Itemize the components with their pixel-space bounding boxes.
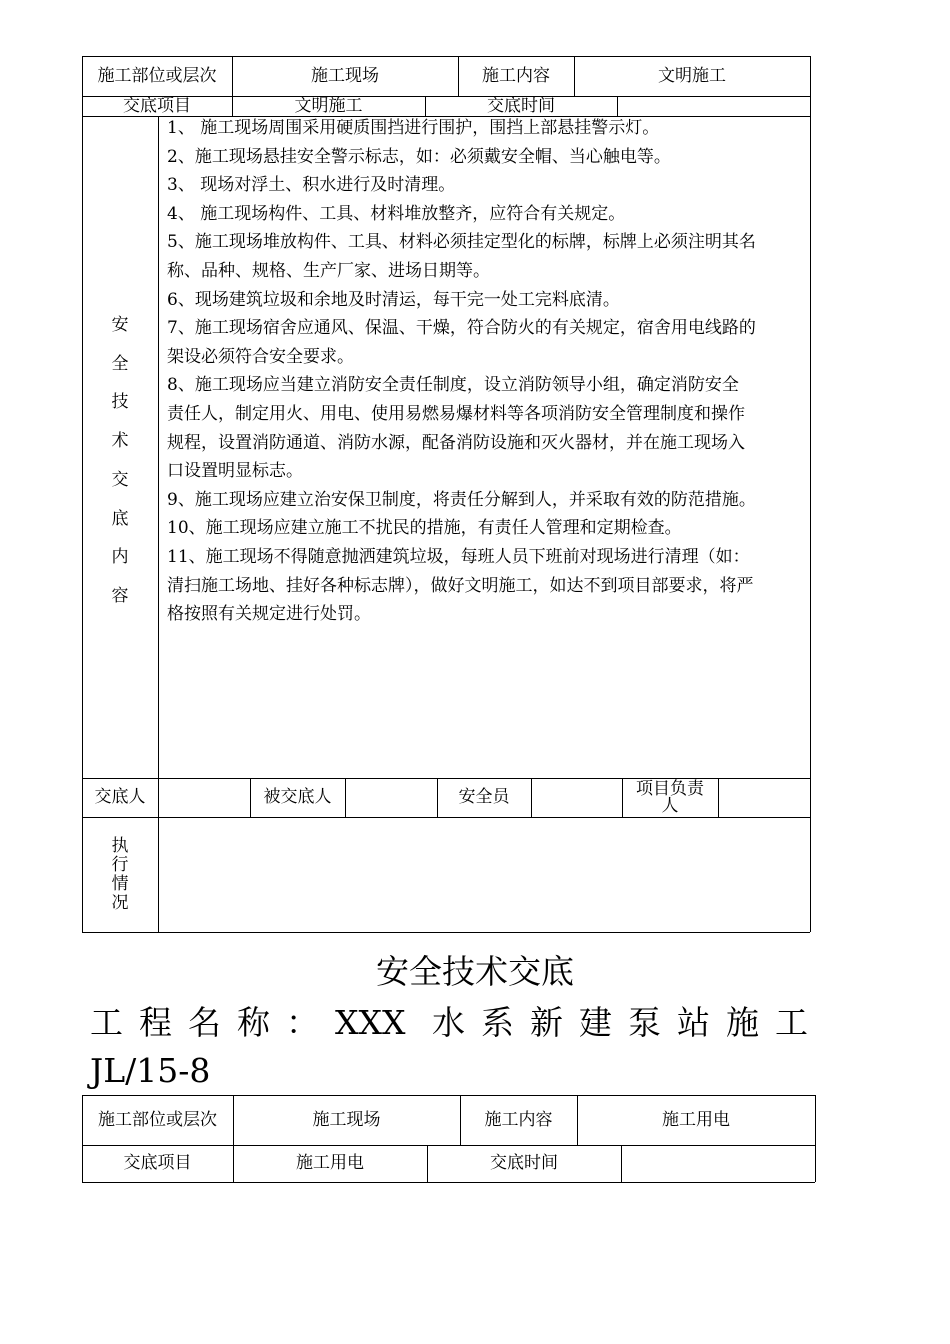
content-line: 6、现场建筑垃圾和余地及时清运，每干完一处工完料底清。 — [167, 289, 620, 310]
discloser-value — [158, 778, 250, 817]
execution-label-char: 况 — [111, 892, 129, 913]
content-line: 4、 施工现场构件、工具、材料堆放整齐，应符合有关规定。 — [167, 203, 626, 224]
label-construction-part: 施工部位或层次 — [97, 65, 217, 86]
project-code: JL/15-8 — [90, 1051, 211, 1090]
safety-officer-value — [531, 778, 622, 817]
label-construction-part-2: 施工部位或层次 — [98, 1110, 217, 1130]
content-line: 3、 现场对浮土、积水进行及时清理。 — [167, 175, 456, 196]
content-line: 称、品种、规格、生产厂家、进场日期等。 — [167, 260, 490, 281]
disclosure-item-value: 文明施工 — [294, 95, 363, 116]
content-line: 口设置明显标志。 — [167, 461, 303, 482]
label-receiver: 被交底人 — [263, 787, 332, 807]
side-label-safety-content — [82, 310, 158, 606]
content-line: 清扫施工场地、挂好各种标志牌），做好文明施工，如达不到项目部要求，将严 — [167, 575, 754, 596]
label-discloser: 交底人 — [94, 787, 146, 807]
label-disclosure-item-2: 交底项目 — [123, 1153, 192, 1173]
side-label-char: 容 — [111, 585, 129, 606]
content-line: 11、施工现场不得随意抛洒建筑垃圾，每班人员下班前对现场进行清理（如： — [167, 546, 750, 567]
content-line: 1、 施工现场周围采用硬质围挡进行围护，围挡上部悬挂警示灯。 — [167, 118, 660, 138]
content-line: 10、施工现场应建立施工不扰民的措施，有责任人管理和定期检查。 — [167, 518, 682, 539]
label-disclosure-time-2: 交底时间 — [490, 1153, 558, 1173]
section-title: 安全技术交底 — [376, 952, 574, 991]
content-line: 2、施工现场悬挂安全警示标志，如：必须戴安全帽、当心触电等。 — [167, 146, 671, 167]
project-name: 工程名称：XXX 水系新建泵站施工 — [90, 1003, 808, 1042]
content-line: 架设必须符合安全要求。 — [167, 346, 354, 367]
label-disclosure-time: 交底时间 — [487, 95, 555, 116]
content-line: 5、施工现场堆放构件、工具、材料必须挂定型化的标牌，标牌上必须注明其名 — [167, 232, 756, 253]
side-label-char: 内 — [111, 547, 129, 568]
content-line: 7、施工现场宿舍应通风、保温、干燥，符合防火的有关规定，宿舍用电线路的 — [167, 318, 756, 339]
construction-part-value-2: 施工现场 — [312, 1109, 381, 1130]
safety-content-text — [167, 114, 807, 629]
execution-status-label — [82, 817, 158, 932]
content-line: 规程，设置消防通道、消防水源，配备消防设施和灭火器材，并在施工现场入 — [167, 432, 745, 453]
label-construction-content-2: 施工内容 — [484, 1109, 553, 1130]
content-line: 责任人，制定用火、用电、使用易燃易爆材料等各项消防安全管理制度和操作 — [167, 403, 745, 424]
side-label-char: 交 — [111, 469, 129, 490]
label-construction-content: 施工内容 — [482, 65, 550, 86]
project-leader-value — [718, 778, 810, 817]
side-label-char: 全 — [111, 353, 129, 374]
content-line: 8、施工现场应当建立消防安全责任制度，设立消防领导小组，确定消防安全 — [167, 375, 739, 396]
execution-label-char: 行 — [111, 854, 129, 875]
content-line: 格按照有关规定进行处罚。 — [167, 604, 371, 625]
label-project-leader: 项目负责人 — [636, 778, 704, 816]
side-label-char: 术 — [111, 431, 129, 452]
label-disclosure-item: 交底项目 — [123, 95, 191, 116]
label-safety-officer: 安全员 — [458, 787, 510, 807]
disclosure-time-value-2 — [621, 1145, 815, 1182]
execution-label-char: 执 — [111, 835, 129, 856]
content-line: 9、施工现场应建立治安保卫制度，将责任分解到人，并采取有效的防范措施。 — [167, 489, 756, 510]
execution-label-char: 情 — [111, 873, 129, 894]
side-label-char: 安 — [111, 315, 129, 335]
side-label-char: 技 — [111, 392, 129, 413]
disclosure-item-value-2: 施工用电 — [296, 1153, 364, 1173]
construction-content-value-2: 施工用电 — [662, 1109, 730, 1130]
construction-content-value: 文明施工 — [658, 65, 726, 86]
disclosure-time-value — [617, 96, 810, 116]
side-label-char: 底 — [111, 508, 129, 529]
receiver-value — [345, 778, 437, 817]
construction-part-value: 施工现场 — [311, 65, 379, 86]
